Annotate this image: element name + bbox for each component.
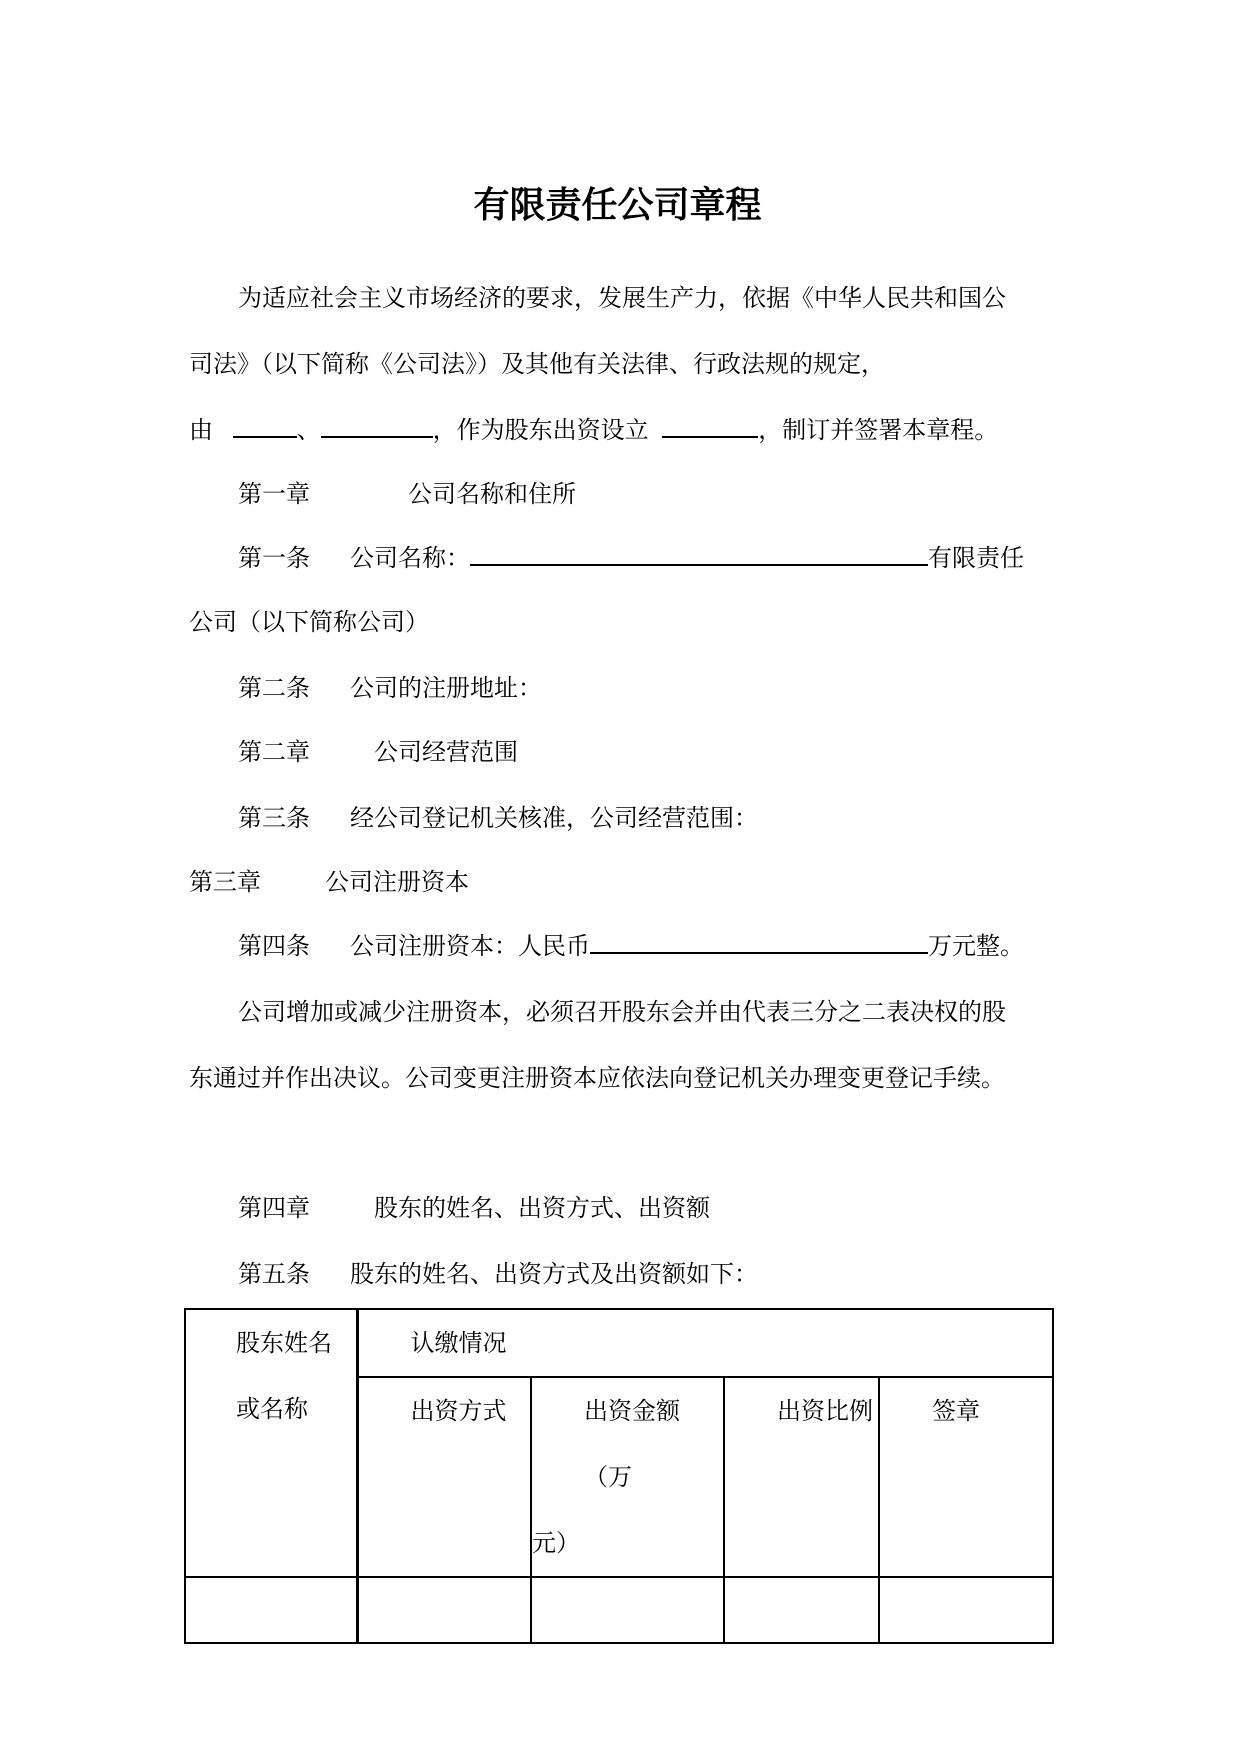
header-name-line-2: 或名称 xyxy=(236,1395,308,1423)
shareholder-1-blank xyxy=(233,416,297,438)
article-4 xyxy=(238,930,1024,962)
preamble-line-1: 为适应社会主义市场经济的要求，发展生产力，依据《中华人民共和国公 xyxy=(238,284,1006,312)
header-contribution-ratio xyxy=(724,1377,879,1577)
chapter-3-title: 公司注册资本 xyxy=(325,868,469,896)
chapter-3-heading xyxy=(189,866,469,898)
header-contribution-amount xyxy=(531,1377,724,1577)
table-cell-amount xyxy=(531,1577,724,1643)
chapter-1-title: 公司名称和住所 xyxy=(408,480,576,508)
article-5 xyxy=(238,1258,758,1290)
article-2-number: 第二条 xyxy=(238,674,310,702)
chapter-2-heading xyxy=(238,736,518,768)
article-2 xyxy=(238,672,542,704)
chapter-4-heading xyxy=(238,1192,710,1224)
preamble-middle: ，作为股东出资设立 xyxy=(432,416,649,444)
article-4-suffix: 万元整。 xyxy=(928,932,1024,960)
article-3-number: 第三条 xyxy=(238,804,310,832)
header-shareholder-name xyxy=(185,1309,357,1577)
article-5-text: 股东的姓名、出资方式及出资额如下： xyxy=(350,1260,758,1288)
header-subscription-group xyxy=(357,1309,1053,1377)
table-header-row-1 xyxy=(185,1309,1053,1377)
company-name-blank xyxy=(662,416,758,438)
article-1 xyxy=(238,542,1024,574)
article-1-number: 第一条 xyxy=(238,544,310,572)
chapter-2-number: 第二章 xyxy=(238,738,310,766)
header-ratio-label: 出资比例 xyxy=(777,1397,873,1425)
header-method-label: 出资方式 xyxy=(410,1397,507,1425)
document-title: 有限责任公司章程 xyxy=(473,185,762,226)
capital-paragraph-line-1: 公司增加或减少注册资本，必须召开股东会并由代表三分之二表决权的股 xyxy=(238,998,1006,1026)
header-contribution-method xyxy=(357,1377,531,1577)
chapter-4-number: 第四章 xyxy=(238,1194,310,1222)
article-1-suffix: 有限责任 xyxy=(928,544,1024,572)
article-1-continuation: 公司（以下简称公司） xyxy=(189,608,429,636)
article-2-text: 公司的注册地址： xyxy=(350,674,542,702)
chapter-1-heading xyxy=(238,478,576,510)
chapter-2-title: 公司经营范围 xyxy=(374,738,518,766)
article-5-number: 第五条 xyxy=(238,1260,310,1288)
table-cell-shareholder xyxy=(185,1577,357,1643)
header-signature-label: 签章 xyxy=(932,1397,980,1425)
header-signature xyxy=(879,1377,1053,1577)
capital-amount-blank xyxy=(590,932,928,954)
article-3-text: 经公司登记机关核准，公司经营范围： xyxy=(350,804,758,832)
preamble-suffix: ，制订并签署本章程。 xyxy=(758,416,999,444)
preamble-prefix: 由 xyxy=(189,416,213,444)
shareholder-2-blank xyxy=(321,416,433,438)
chapter-3-number: 第三章 xyxy=(189,868,261,896)
table-cell-method xyxy=(357,1577,531,1643)
header-name-line-1: 股东姓名 xyxy=(236,1329,332,1357)
table-cell-ratio xyxy=(724,1577,879,1643)
header-subscription-label: 认缴情况 xyxy=(410,1329,507,1357)
header-amount-line-2: 元） xyxy=(532,1529,580,1557)
article-4-text: 公司注册资本：人民币 xyxy=(350,932,590,960)
chapter-1-number: 第一章 xyxy=(238,480,310,508)
table-cell-signature xyxy=(879,1577,1053,1643)
article-3 xyxy=(238,802,758,834)
header-amount-line-1: 出资金额（万 xyxy=(584,1397,680,1491)
shareholder-table xyxy=(184,1308,1054,1644)
article-4-number: 第四条 xyxy=(238,932,310,960)
table-row xyxy=(185,1577,1053,1643)
preamble-separator: 、 xyxy=(296,416,321,444)
chapter-4-title: 股东的姓名、出资方式、出资额 xyxy=(374,1194,710,1222)
preamble-line-2: 司法》（以下简称《公司法》）及其他有关法律、行政法规的规定， xyxy=(189,350,885,378)
preamble-line-3 xyxy=(189,414,998,446)
company-name-field-blank xyxy=(470,544,928,566)
capital-paragraph-line-2: 东通过并作出决议。公司变更注册资本应依法向登记机关办理变更登记手续。 xyxy=(189,1064,1005,1092)
article-1-text: 公司名称： xyxy=(350,544,470,572)
